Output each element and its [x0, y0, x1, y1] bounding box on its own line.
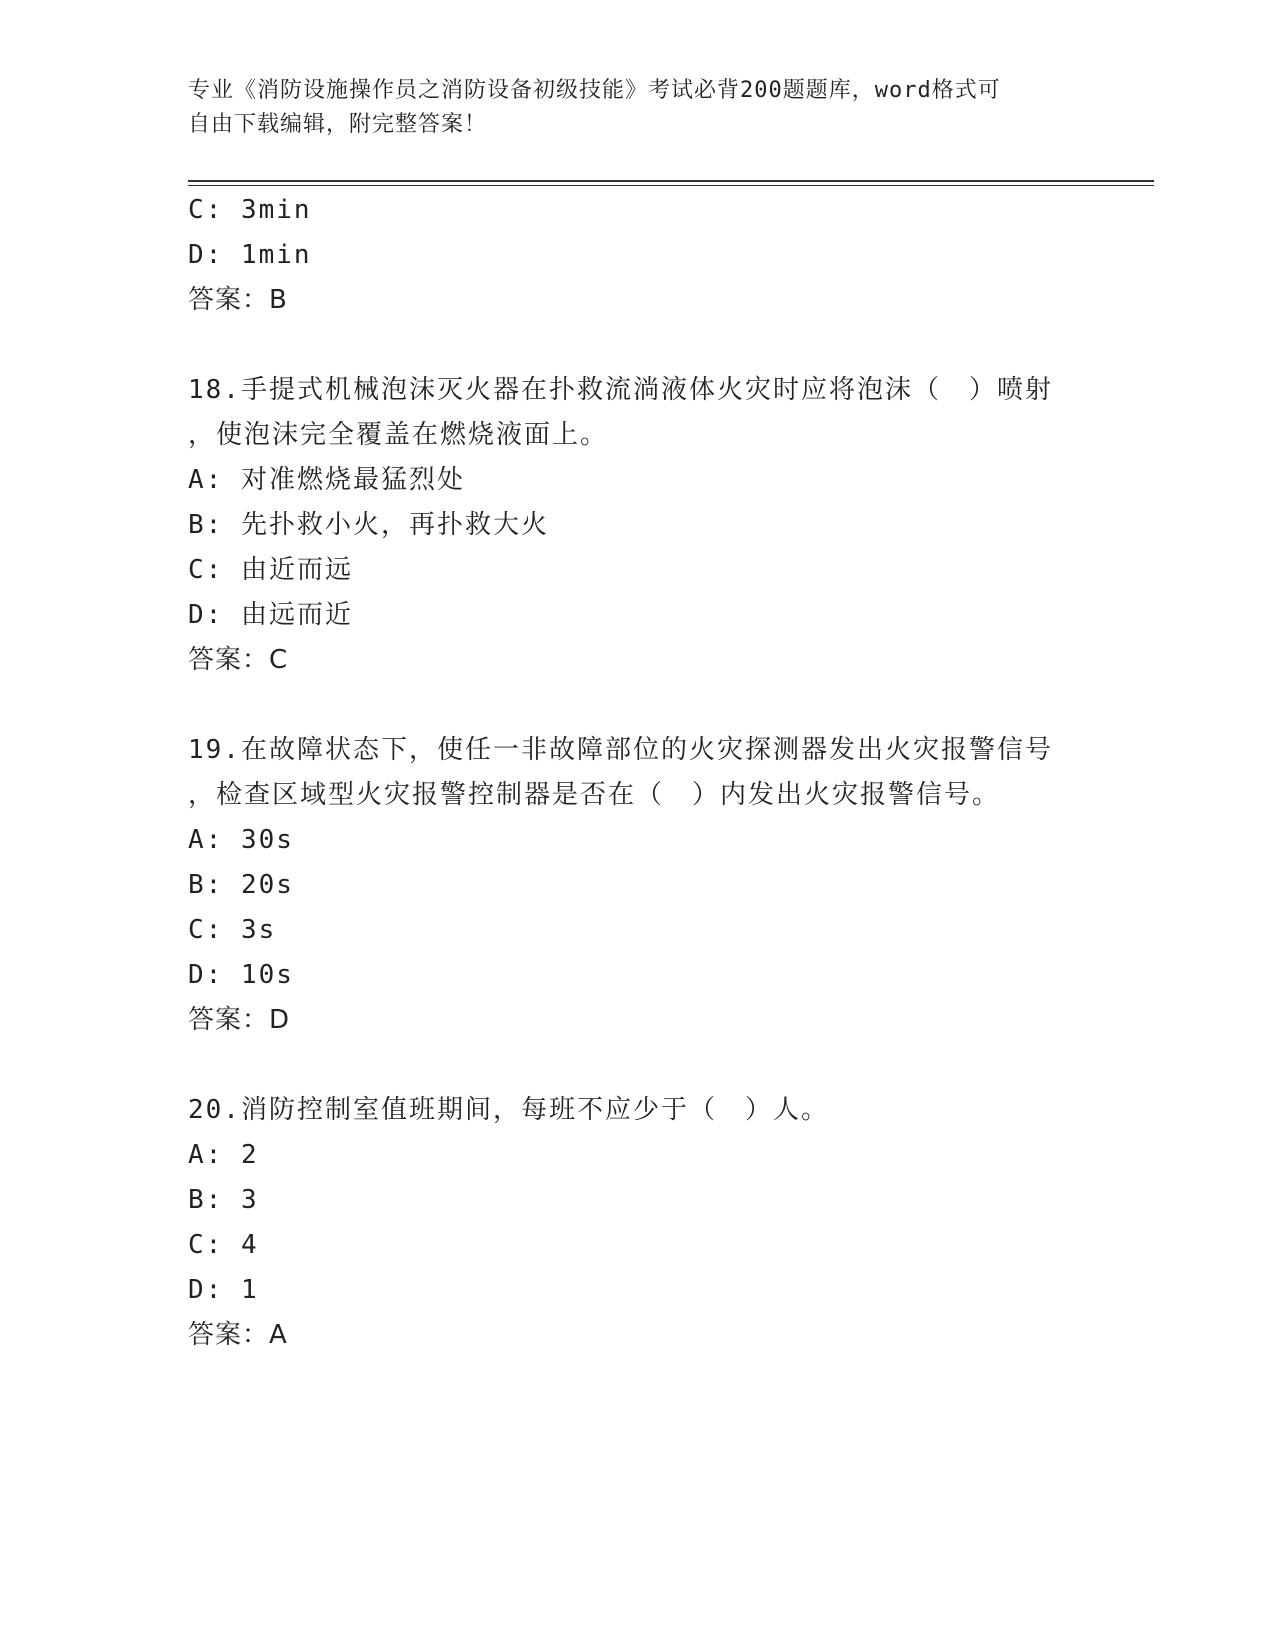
answer: 答案：C: [188, 645, 289, 675]
header-line: 专业《消防设施操作员之消防设备初级技能》考试必背200题题库，word格式可: [188, 78, 1001, 103]
option-a: A: 30s: [188, 825, 294, 855]
question-text: 19.在故障状态下，使任一非故障部位的火灾探测器发出火灾报警信号: [188, 735, 1053, 765]
option-c: C: 4: [188, 1230, 259, 1260]
header-line: 自由下载编辑，附完整答案！: [188, 112, 488, 137]
option-d: D: 由远而近: [188, 600, 353, 630]
question-text: 20.消防控制室值班期间，每班不应少于（ ）人。: [188, 1095, 829, 1125]
option-a: A: 2: [188, 1140, 259, 1170]
option-d: D: 10s: [188, 960, 294, 990]
answer: 答案：B: [188, 285, 288, 315]
option-b: B: 20s: [188, 870, 294, 900]
option-c: C: 3min: [188, 195, 312, 225]
option-c: C: 3s: [188, 915, 277, 945]
answer: 答案：D: [188, 1005, 291, 1035]
header-divider: [188, 185, 1154, 186]
question-text: ，检查区域型火灾报警控制器是否在（ ）内发出火灾报警信号。: [188, 780, 1001, 810]
answer: 答案：A: [188, 1320, 288, 1350]
option-b: B: 先扑救小火，再扑救大火: [188, 510, 549, 540]
option-d: D: 1min: [188, 240, 312, 270]
header-divider: [188, 180, 1154, 182]
question-text: 18.手提式机械泡沫灭火器在扑救流淌液体火灾时应将泡沫（ ）喷射: [188, 375, 1053, 405]
option-d: D: 1: [188, 1275, 259, 1305]
option-a: A: 对准燃烧最猛烈处: [188, 465, 465, 495]
page-header: [188, 74, 1068, 142]
question-text: ，使泡沫完全覆盖在燃烧液面上。: [188, 420, 609, 450]
option-b: B: 3: [188, 1185, 259, 1215]
option-c: C: 由近而远: [188, 555, 353, 585]
